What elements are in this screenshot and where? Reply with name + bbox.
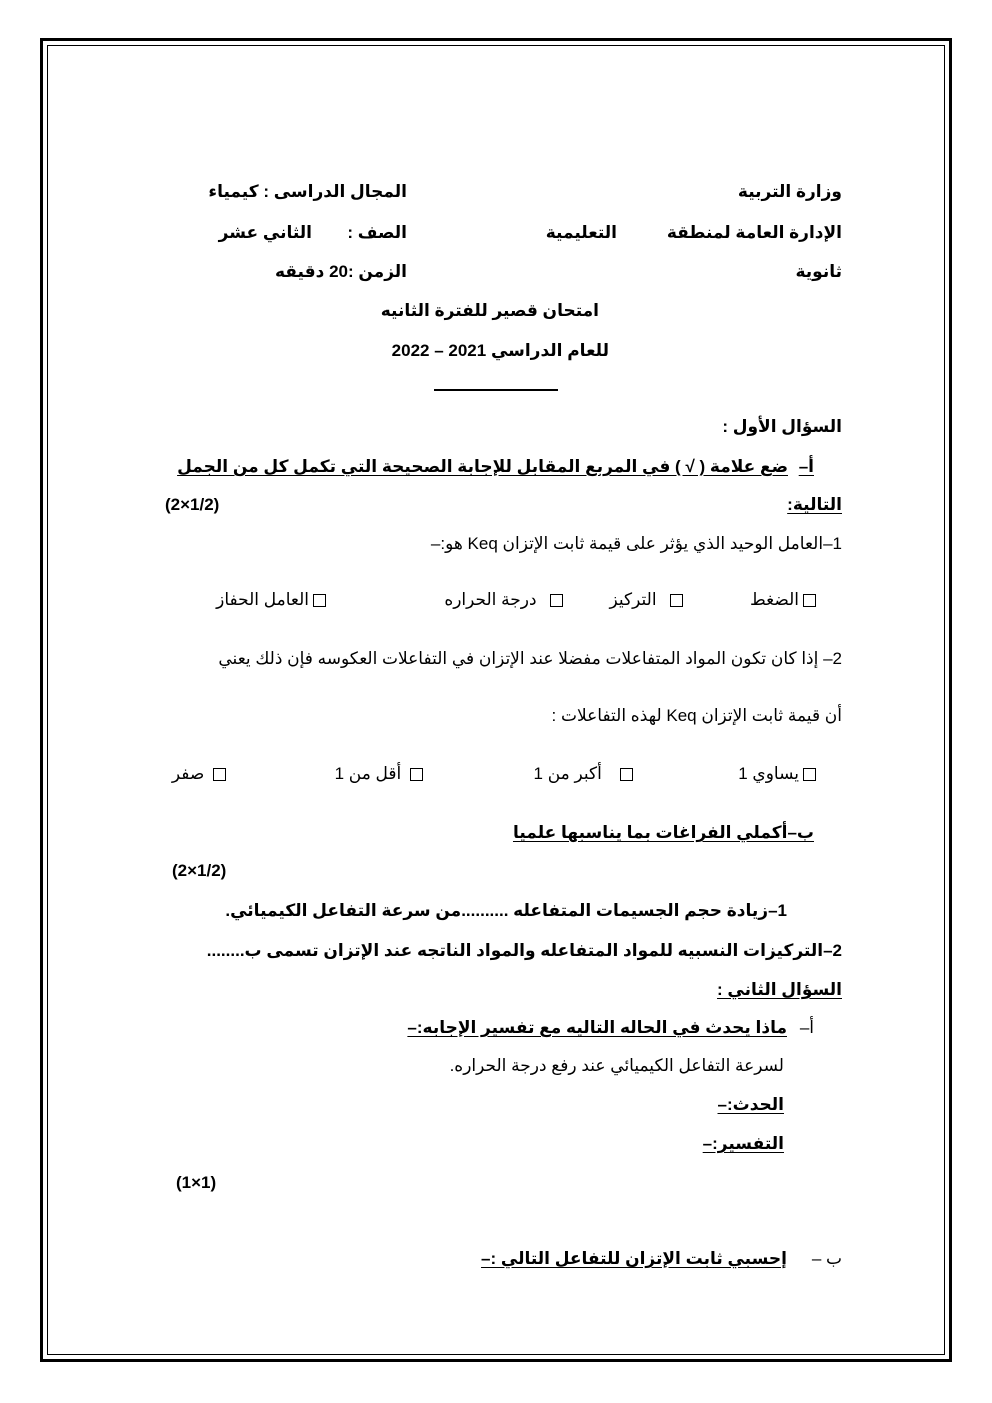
q1-item2-line2: أن قيمة ثابت الإتزان Keq لهذه التفاعلات : xyxy=(551,706,842,725)
checkbox-icon[interactable] xyxy=(313,594,326,607)
q2-part-b-prefix: ب – xyxy=(811,1249,842,1268)
q1-item1-option-1[interactable]: الضغط xyxy=(750,589,820,611)
q1-item2-option-1[interactable]: يساوي 1 xyxy=(738,763,820,785)
checkbox-icon[interactable] xyxy=(410,768,423,781)
q2-title: السؤال الثاني : xyxy=(717,980,842,999)
ministry: وزارة التربية xyxy=(737,182,842,201)
q1-part-a-marks: (2×1/2) xyxy=(165,495,220,514)
q1-part-a-text2: التالية: xyxy=(787,495,842,514)
q1-item2-option-3[interactable]: أقل من 1 xyxy=(335,763,427,785)
exam-title: امتحان قصير للفترة الثانيه xyxy=(380,301,599,320)
q2-part-a: ماذا يحدث في الحاله التاليه مع تفسير الإجابه:– xyxy=(407,1018,787,1037)
checkbox-icon[interactable] xyxy=(670,594,683,607)
q1-item1-option-4[interactable]: العامل الحفاز xyxy=(216,589,330,611)
q1-item1-option-3[interactable]: درجة الحراره xyxy=(444,589,567,611)
grade-label: الصف : xyxy=(347,223,407,242)
q1-b-item2: 2–التركيزات النسبيه للمواد المتفاعله والمواد الناتجه عند الإتزان تسمى ب........ xyxy=(206,941,842,960)
subject: المجال الدراسى : كيمياء xyxy=(208,182,407,201)
checkbox-icon[interactable] xyxy=(803,768,816,781)
q1-item1: 1–العامل الوحيد الذي يؤثر على قيمة ثابت الإتزان Keq هو:– xyxy=(430,534,842,553)
grade-value: الثاني عشر xyxy=(218,223,312,242)
q1-item2-line1: 2– إذا كان تكون المواد المتفاعلات مفضلا عند الإتزان في التفاعلات العكوسه فإن ذلك يعني xyxy=(218,649,842,668)
time-limit: الزمن :20 دقيقه xyxy=(275,262,407,281)
directorate: الإدارة العامة لمنطقة xyxy=(666,223,842,242)
checkbox-icon[interactable] xyxy=(620,768,633,781)
q1-item2-option-4[interactable]: صفر xyxy=(172,763,230,785)
q1-part-b-marks: (2×1/2) xyxy=(172,861,227,880)
stage: ثانوية xyxy=(795,262,842,281)
q2-marks: (1×1) xyxy=(176,1173,217,1192)
q1-part-a-text: ضع علامة ( √ ) في المربع المقابل للإجابة الصحيحة التي تكمل كل من الجمل xyxy=(177,457,788,476)
q2-event: الحدث:– xyxy=(717,1095,784,1114)
q1-b-item1: 1–زيادة حجم الجسيمات المتفاعله ..........من سرعة التفاعل الكيميائي. xyxy=(225,901,787,920)
q1-item2-option-2[interactable]: أكبر من 1 xyxy=(534,763,637,785)
q2-explanation: التفسير:– xyxy=(702,1134,784,1153)
q1-part-b: ب–أكملي الفراغات بما يناسبها علميا xyxy=(512,823,814,842)
q1-title: السؤال الأول : xyxy=(722,417,842,436)
q1-part-a-prefix: أ– xyxy=(798,457,814,476)
academic-year: للعام الدراسي 2021 – 2022 xyxy=(391,341,609,360)
q2-case: لسرعة التفاعل الكيميائي عند رفع درجة الحراره. xyxy=(449,1056,784,1075)
q2-part-a-prefix: أ– xyxy=(799,1018,814,1037)
checkbox-icon[interactable] xyxy=(213,768,226,781)
checkbox-icon[interactable] xyxy=(550,594,563,607)
checkbox-icon[interactable] xyxy=(803,594,816,607)
q2-part-b: إحسبي ثابت الإتزان للتفاعل التالي :– xyxy=(481,1249,787,1268)
title-divider xyxy=(434,389,558,391)
directorate-word: التعليمية xyxy=(545,223,617,242)
q1-item1-option-2[interactable]: التركيز xyxy=(610,589,687,611)
